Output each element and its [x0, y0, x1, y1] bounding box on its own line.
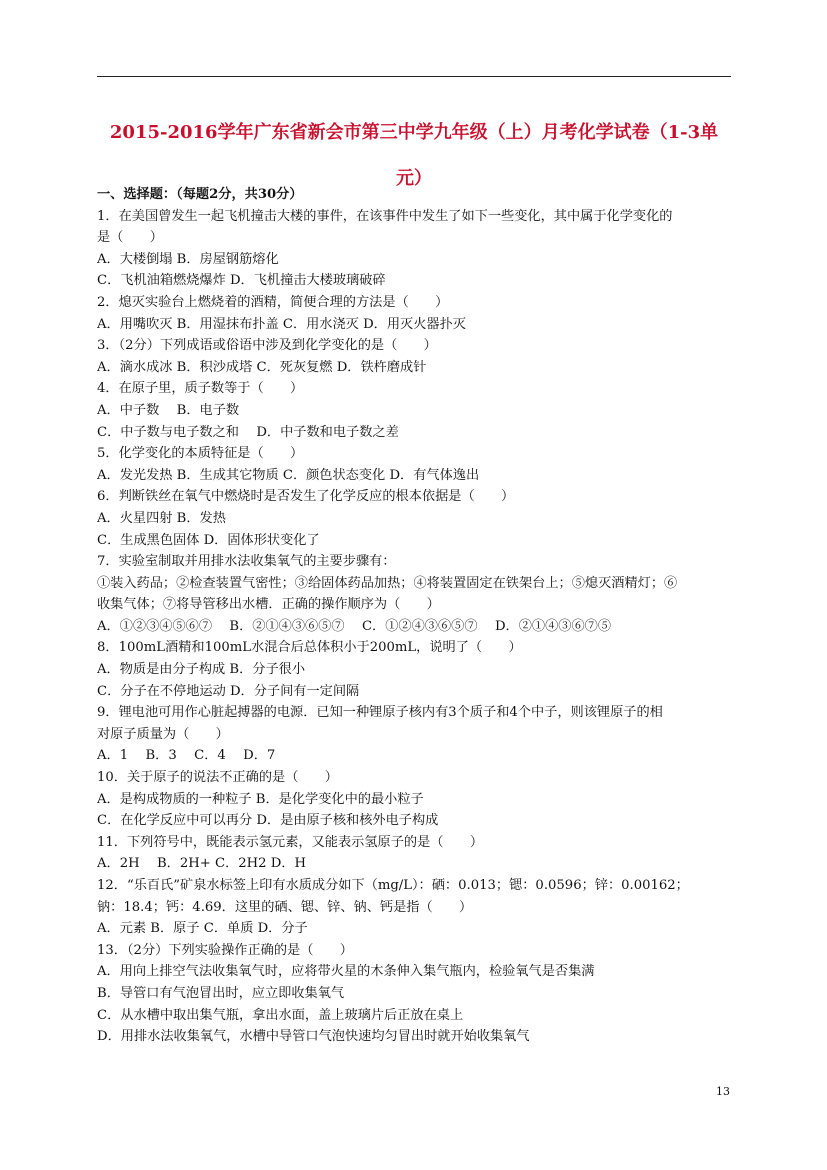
text-line: 3．（2分）下列成语或俗语中涉及到化学变化的是（ ） [97, 338, 437, 354]
text-line: A．物质是由分子构成 B．分子很小 [97, 662, 306, 678]
text-line: ①装入药品；②检查装置气密性；③给固体药品加热；④将装置固定在铁架台上；⑤熄灭酒精灯；⑥ [97, 575, 678, 591]
page-number: 13 [716, 1085, 730, 1098]
text-line: A．滴水成冰 B．积沙成塔 C．死灰复燃 D．铁杵磨成针 [97, 359, 427, 375]
text-line: A．元素 B．原子 C．单质 D．分子 [97, 921, 308, 937]
text-line: A．火星四射 B．发热 [97, 510, 226, 526]
text-line: A．中子数 B．电子数 [97, 402, 240, 418]
text-line: C．中子数与电子数之和 D．中子数和电子数之差 [97, 424, 399, 440]
text-line: C．飞机油箱燃烧爆炸 D．飞机撞击大楼玻璃破碎 [97, 273, 386, 289]
text-line: 10．关于原子的说法不正确的是（ ） [97, 770, 338, 786]
text-line: D．用排水法收集氧气，水槽中导管口气泡快速均匀冒出时就开始收集氧气 [97, 1029, 530, 1045]
text-line: C．生成黑色固体 D．固体形状变化了 [97, 532, 320, 548]
text-line: A．用嘴吹灭 B．用湿抹布扑盖 C．用水浇灭 D．用灭火器扑灭 [97, 316, 466, 332]
text-line: A．是构成物质的一种粒子 B．是化学变化中的最小粒子 [97, 791, 424, 807]
text-line: 2．熄灭实验台上燃烧着的酒精，简便合理的方法是（ ） [97, 294, 449, 310]
question-list [97, 184, 731, 1048]
text-line: A．2H B．2H+ C．2H2 D．H [97, 856, 307, 872]
section-heading: 一、选择题：（每题2分，共30分） [97, 187, 303, 202]
text-line: C．分子在不停地运动 D．分子间有一定间隔 [97, 683, 360, 699]
text-line: A．①②③④⑤⑥⑦ B．②①④③⑥⑤⑦ C．①②④③⑥⑤⑦ D．②①④③⑥⑦⑤ [97, 618, 612, 634]
text-line: A．发光发热 B．生成其它物质 C．颜色状态变化 D．有气体逸出 [97, 467, 480, 483]
text-line: 1．在美国曾发生一起飞机撞击大楼的事件，在该事件中发生了如下一些变化，其中属于化学变化的 [97, 208, 673, 224]
text-line: B．导管口有气泡冒出时，应立即收集氧气 [97, 985, 345, 1001]
text-line: 12．“乐百氏”矿泉水标签上印有水质成分如下（mg/L）：硒：0.013；锶：0.0596；锌：0.00162； [97, 878, 689, 893]
text-line: 7．实验室制取并用排水法收集氧气的主要步骤有： [97, 554, 396, 570]
text-line: 9．锂电池可用作心脏起搏器的电源．已知一种锂原子核内有3个质子和4个中子，则该锂原子的相 [97, 705, 663, 721]
text-line: 是（ ） [97, 230, 163, 246]
text-line: 11．下列符号中，既能表示氢元素，又能表示氢原子的是（ ） [97, 834, 484, 850]
text-line: A．大楼倒塌 B．房屋钢筋熔化 [97, 251, 279, 267]
header-divider [97, 76, 731, 77]
text-line: 6．判断铁丝在氧气中燃烧时是否发生了化学反应的根本依据是（ ） [97, 489, 515, 505]
page-title: 2015-2016学年广东省新会市第三中学九年级（上）月考化学试卷（1-3单元） [109, 122, 719, 189]
text-line: 钠：18.4；钙：4.69．这里的硒、锶、锌、钠、钙是指（ ） [97, 899, 473, 915]
text-line: 收集气体；⑦将导管移出水槽．正确的操作顺序为（ ） [97, 597, 440, 613]
text-line: 4．在原子里，质子数等于（ ） [97, 381, 304, 397]
text-line: 13．（2分）下列实验操作正确的是（ ） [97, 942, 353, 958]
text-line: 5．化学变化的本质特征是（ ） [97, 446, 304, 462]
text-line: C．在化学反应中可以再分 D．是由原子核和核外电子构成 [97, 813, 439, 829]
text-line: C．从水槽中取出集气瓶，拿出水面，盖上玻璃片后正放在桌上 [97, 1007, 464, 1023]
text-line: 8．100mL酒精和100mL水混合后总体积小于200mL，说明了（ ） [97, 640, 522, 656]
text-line: 对原子质量为（ ） [97, 726, 229, 742]
text-line: A．1 B．3 C．4 D．7 [97, 748, 276, 764]
text-line: A．用向上排空气法收集氧气时，应将带火星的木条伸入集气瓶内，检验氧气是否集满 [97, 964, 595, 980]
